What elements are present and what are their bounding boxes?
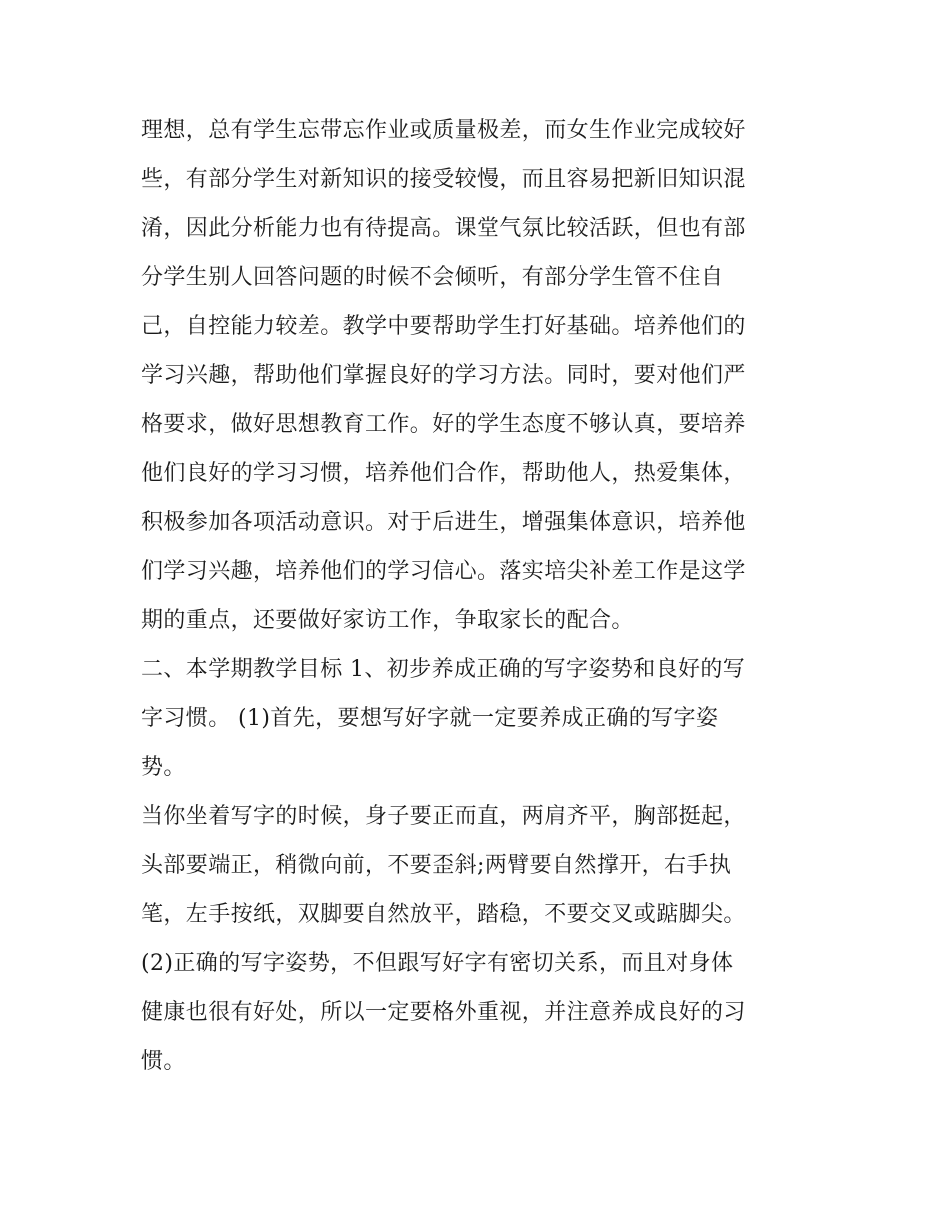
text-line: 己，自控能力较差。教学中要帮助学生打好基础。培养他们的	[141, 314, 746, 339]
text-line: 健康也很有好处，所以一定要格外重视，并注意养成良好的习	[141, 1000, 746, 1025]
text-line: 分学生别人回答问题的时候不会倾听，有部分学生管不住自	[141, 265, 724, 290]
text-line: 他们良好的学习习惯，培养他们合作，帮助他人，热爱集体，	[141, 461, 746, 486]
section-heading-line: 二、本学期教学目标 1、初步养成正确的写字姿势和良好的写	[141, 657, 746, 682]
text-line: 字习惯。 (1)首先，要想写好字就一定要养成正确的写字姿	[141, 706, 719, 731]
text-line: 理想，总有学生忘带忘作业或质量极差，而女生作业完成较好	[141, 118, 746, 143]
text-line: 当你坐着写字的时候，身子要正而直，两肩齐平，胸部挺起，	[141, 804, 746, 829]
text-line: 势。	[141, 755, 186, 780]
text-line: 格要求，做好思想教育工作。好的学生态度不够认真，要培养	[141, 412, 746, 437]
text-line: 笔，左手按纸，双脚要自然放平，踏稳，不要交叉或踮脚尖。	[141, 902, 746, 927]
text-line: (2)正确的写字姿势，不但跟写好字有密切关系，而且对身体	[141, 951, 734, 976]
text-line: 期的重点，还要做好家访工作，争取家长的配合。	[141, 608, 634, 633]
text-line: 们学习兴趣，培养他们的学习信心。落实培尖补差工作是这学	[141, 559, 746, 584]
text-line: 淆，因此分析能力也有待提高。课堂气氛比较活跃，但也有部	[141, 216, 746, 241]
text-line: 些，有部分学生对新知识的接受较慢，而且容易把新旧知识混	[141, 167, 746, 192]
text-line: 头部要端正，稍微向前，不要歪斜;两臂要自然撑开，右手执	[141, 853, 732, 878]
text-line: 惯。	[141, 1049, 186, 1074]
text-line: 积极参加各项活动意识。对于后进生，增强集体意识，培养他	[141, 510, 746, 535]
text-line: 学习兴趣，帮助他们掌握良好的学习方法。同时，要对他们严	[141, 363, 746, 388]
document-body	[141, 106, 821, 1086]
